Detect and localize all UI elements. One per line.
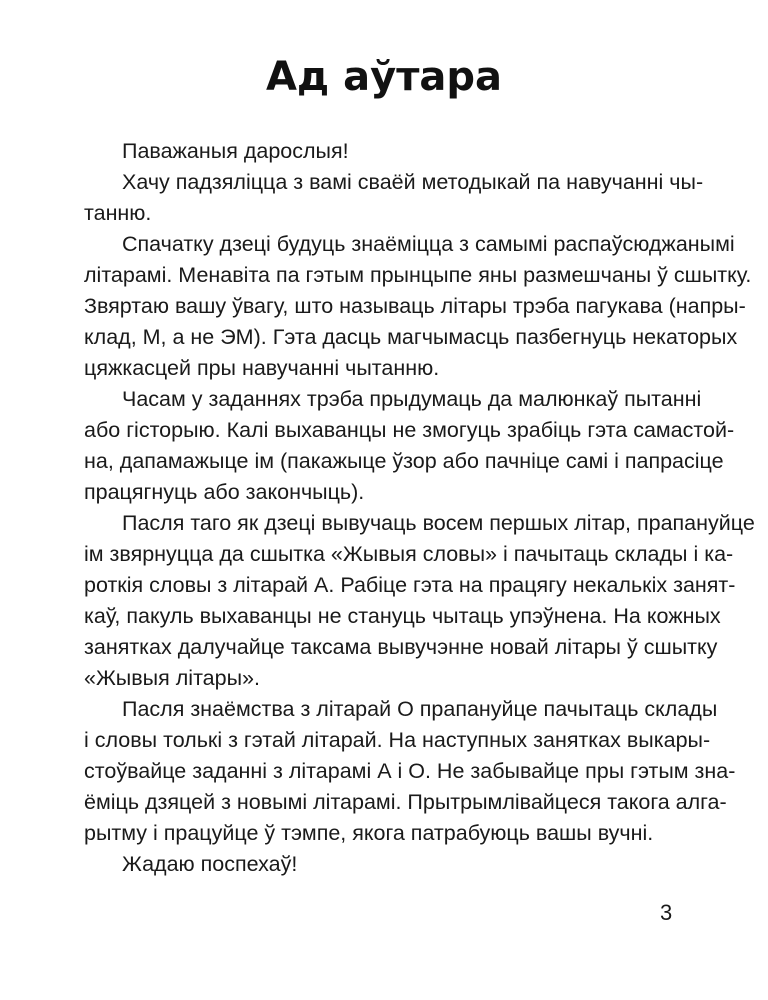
body-text (84, 136, 755, 880)
text-line: роткія словы з літарай А. Рабіце гэта на працягу некалькіх занят- (84, 573, 736, 597)
text-line: Часам у заданнях трэба прыдумаць да малюнкаў пытанні (122, 387, 702, 411)
text-line: Хачу падзяліцца з вамі сваёй методыкай па навучанні чы- (122, 170, 704, 194)
text-line: рытму і працуйце ў тэмпе, якога патрабуюць вашы вучні. (84, 821, 654, 845)
text-line: ім звярнуцца да сшытка «Жывыя словы» і пачытаць склады і ка- (84, 542, 734, 566)
text-line: і словы толькі з гэтай літарай. На наступных занятках выкары- (84, 728, 711, 752)
page-title: Ад аўтара (265, 54, 503, 100)
text-line: ёміць дзяцей з новымі літарамі. Прытрымлівайцеся такога алга- (84, 790, 727, 814)
text-line: Спачатку дзеці будуць знаёміцца з самымі распаўсюджанымі (122, 232, 735, 256)
text-line: стоўвайце заданні з літарамі А і О. Не забывайце пры гэтым зна- (84, 759, 736, 783)
text-line: Жадаю поспехаў! (122, 852, 298, 876)
text-line: Пасля таго як дзеці вывучаць восем першых літар, прапануйце (122, 511, 755, 535)
text-line: або гісторыю. Калі выхаванцы не змогуць зрабіць гэта самастой- (84, 418, 735, 442)
text-line: на, дапамажыце ім (пакажыце ўзор або пачніце самі і папрасіце (84, 449, 724, 473)
text-line: танню. (84, 201, 152, 225)
text-line: цяжкасцей пры навучанні чытанню. (84, 356, 440, 380)
text-line: працягнуць або закончыць). (84, 480, 365, 504)
text-line: «Жывыя літары». (84, 666, 260, 690)
text-line: каў, пакуль выхаванцы не стануць чытаць упэўнена. На кожных (84, 604, 721, 628)
text-line: Паважаныя дарослыя! (122, 139, 349, 163)
text-line: клад, М, а не ЭМ). Гэта дасць магчымасць пазбегнуць некаторых (84, 325, 738, 349)
text-line: Звяртаю вашу ўвагу, што называць літары трэба пагукава (напры- (84, 294, 746, 318)
text-line: літарамі. Менавіта па гэтым прынцыпе яны размешчаны ў сшытку. (84, 263, 752, 287)
text-line: Пасля знаёмства з літарай О прапануйце пачытаць склады (122, 697, 718, 721)
page-number: 3 (660, 900, 673, 925)
text-line: занятках далучайце таксама вывучэнне новай літары ў сшытку (84, 635, 718, 659)
